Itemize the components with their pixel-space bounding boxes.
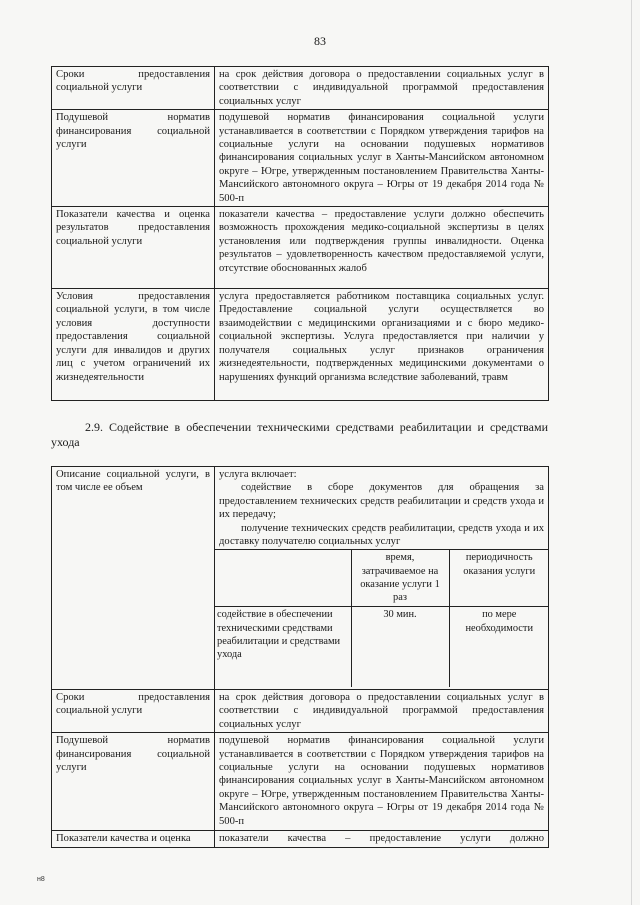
service-table-continued xyxy=(51,66,549,401)
row-label-quality: Показатели качества и оценка результатов предоставления социальной услуги xyxy=(52,207,215,289)
service-name-cell: содействие в обеспечении техническими средствами реабилитации и средствами ухода xyxy=(215,607,351,688)
description-item-2: получение технических средств реабилитации, средств ухода и их доставку получателю социальных услуг xyxy=(219,522,544,548)
header-empty-cell xyxy=(215,550,351,607)
table-row xyxy=(52,467,549,690)
service-table-2-9 xyxy=(51,466,549,848)
row-text-norm-2: подушевой норматив финансирования социальной услуги устанавливается в соответствии с Порядком утверждения тарифов на социальные услуги на основании подушевых нормативов финансирования социальных услуг в Ханты-Мансийском автономном округе – Югре, утвержденным постановлением Правительства Ханты-Мансийского автономного округа – Югры от 19 декабря 2014 года № 500-п xyxy=(215,733,549,831)
table-row xyxy=(52,207,549,289)
section-heading: 2.9. Содействие в обеспечении техническими средствами реабилитации и средствами ухода xyxy=(51,420,548,449)
row-text-norm: подушевой норматив финансирования социальной услуги устанавливается в соответствии с Порядком утверждения тарифов на социальные услуги на основании подушевых нормативов финансирования социальных услуг в Ханты-Мансийском автономном округе – Югре, утвержденным постановлением Правительства Ханты-Мансийского автономного округа – Югры от 19 декабря 2014 года № 500-п xyxy=(215,110,549,207)
table-row xyxy=(215,607,549,688)
row-description xyxy=(215,467,549,690)
row-text-terms: на срок действия договора о предоставлении социальных услуг в соответствии с индивидуальной программой предоставления социальных услуг xyxy=(215,67,549,110)
table-row xyxy=(52,110,549,207)
row-label-terms: Сроки предоставления социальной услуги xyxy=(52,67,215,110)
footer-mark: н8 xyxy=(37,876,45,883)
service-time-cell: 30 мин. xyxy=(351,607,449,688)
table-header-row xyxy=(215,550,549,607)
description-intro: услуга включает: xyxy=(219,469,297,480)
row-text-quality-2: показатели качества – предоставление услуги должно xyxy=(215,831,549,847)
table-row xyxy=(52,733,549,831)
row-label-description: Описание социальной услуги, в том числе ее объем xyxy=(52,467,215,690)
service-volume-table xyxy=(215,549,549,687)
row-text-quality: показатели качества – предоставление услуги должно обеспечить возможность прохождения медико-социальной экспертизы в целях установления или подтверждения группы инвалидности. Оценка результатов – удовлетворенность качеством предоставляемой услуги, отсутствие обоснованных жалоб xyxy=(215,207,549,289)
table-row xyxy=(52,67,549,110)
row-label-conditions: Условия предоставления социальной услуги, в том числе условия доступности предоставления социальной услуги для инвалидов и других лиц с учетом ограничений их жизнедеятельности xyxy=(52,289,215,401)
table-row xyxy=(52,289,549,401)
page-number: 83 xyxy=(314,34,326,48)
service-period-cell: по мере необходимости xyxy=(449,607,549,688)
row-text-conditions: услуга предоставляется работником поставщика социальных услуг. Предоставление социальной услуги осуществляется во взаимодействии с медицинскими организациями и с бюро медико-социальной экспертизы. Услуга предоставляется при наличии у получателя социальных услуг признаков ограничения жизнедеятельности, подтвержденных медицинскими документами о нарушениях функций организма вследствие заболеваний, травм xyxy=(215,289,549,401)
row-label-norm: Подушевой норматив финансирования социальной услуги xyxy=(52,110,215,207)
row-label-terms-2: Сроки предоставления социальной услуги xyxy=(52,690,215,733)
row-label-quality-2: Показатели качества и оценка xyxy=(52,831,215,847)
header-time: время, затрачиваемое на оказание услуги 1 раз xyxy=(351,550,449,607)
table-row xyxy=(52,831,549,847)
table-row xyxy=(52,690,549,733)
row-text-terms-2: на срок действия договора о предоставлении социальных услуг в соответствии с индивидуальной программой предоставления социальных услуг xyxy=(215,690,549,733)
header-period: периодичность оказания услуги xyxy=(449,550,549,607)
row-label-norm-2: Подушевой норматив финансирования социальной услуги xyxy=(52,733,215,831)
description-item-1: содействие в сборе документов для обращения за предоставлением технических средств реабилитации и средств ухода и их передачу; xyxy=(219,482,544,521)
scan-edge-line xyxy=(631,0,632,905)
